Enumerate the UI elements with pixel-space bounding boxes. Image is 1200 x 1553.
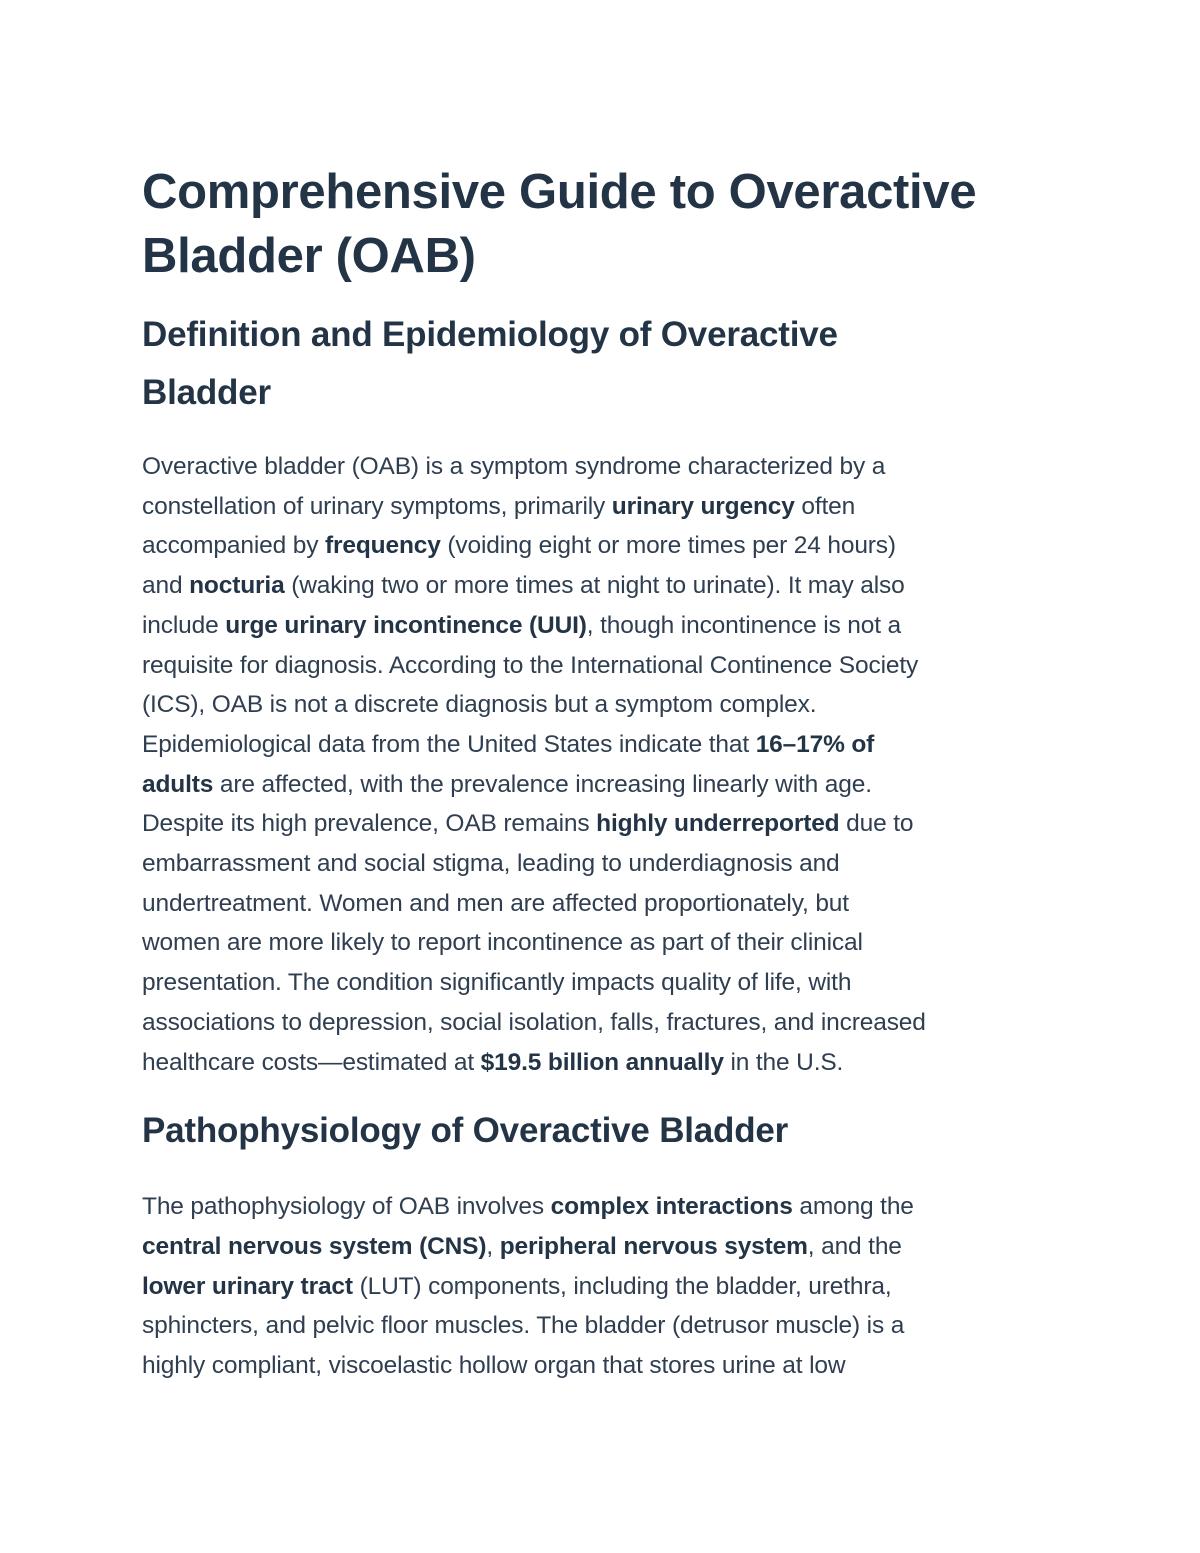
paragraph-line [142, 447, 1052, 487]
text-run: sphincters, and pelvic floor muscles. The bladder (detrusor muscle) is a [142, 1312, 905, 1340]
bold-text: central nervous system (CNS) [142, 1232, 487, 1260]
text-run: (ICS), OAB is not a discrete diagnosis but a symptom complex. [142, 691, 817, 719]
section-heading-line: Definition and Epidemiology of Overactive [142, 315, 838, 354]
paragraph-pathophysiology [142, 1187, 1052, 1386]
section-heading-pathophysiology [142, 1102, 1052, 1160]
paragraph-line [142, 606, 1052, 646]
bold-text: urge urinary incontinence (UUI) [225, 611, 587, 639]
bold-text: complex interactions [550, 1193, 793, 1221]
text-run: highly compliant, viscoelastic hollow organ that stores urine at low [142, 1352, 846, 1380]
bold-text: peripheral nervous system [499, 1232, 808, 1260]
paragraph-line [142, 844, 1052, 884]
paragraph-line [142, 884, 1052, 924]
paragraph-line [142, 1267, 1052, 1307]
paragraph-line [142, 963, 1052, 1003]
paragraph-line [142, 923, 1052, 963]
text-run: Overactive bladder (OAB) is a symptom syndrome characterized by a [142, 453, 886, 480]
paragraph-line [142, 566, 1052, 606]
section-heading-line: Bladder [142, 373, 271, 412]
text-run: include [142, 611, 226, 639]
paragraph-line [142, 646, 1052, 686]
document-title [142, 160, 1052, 288]
text-run: and [142, 572, 190, 600]
paragraph-line [142, 685, 1052, 725]
text-run: undertreatment. Women and men are affected proportionately, but [142, 889, 849, 917]
paragraph-line [142, 1187, 1052, 1227]
bold-text: $19.5 billion annually [480, 1048, 724, 1076]
text-run: constellation of urinary symptoms, primarily [142, 492, 612, 520]
section-heading-definition [142, 306, 1052, 422]
text-run: due to [839, 810, 914, 838]
text-run: women are more likely to report incontinence as part of their clinical [142, 929, 863, 957]
text-run: in the U.S. [723, 1048, 844, 1076]
bold-text: highly underreported [596, 810, 840, 838]
text-run: The pathophysiology of OAB involves [142, 1193, 551, 1221]
paragraph-line [142, 1043, 1052, 1083]
document-title-line: Bladder (OAB) [142, 229, 476, 283]
text-run: (LUT) components, including the bladder, urethra, [352, 1272, 892, 1300]
text-run: (waking two or more times at night to urinate). It may also [284, 572, 905, 600]
section-heading-line: Pathophysiology of Overactive Bladder [142, 1111, 789, 1151]
text-run: accompanied by [142, 532, 325, 560]
paragraph-line [142, 725, 1052, 765]
bold-text: adults [142, 770, 214, 798]
text-run: Despite its high prevalence, OAB remains [142, 810, 597, 838]
paragraph-line [142, 1227, 1052, 1267]
text-run: healthcare costs—estimated at [142, 1048, 481, 1076]
bold-text: urinary urgency [611, 492, 795, 520]
text-run: often [794, 492, 856, 520]
text-run: are affected, with the prevalence increasing linearly with age. [213, 770, 872, 798]
text-run: , though incontinence is not a [586, 611, 902, 639]
document-page [142, 160, 1052, 1386]
text-run: Epidemiological data from the United States indicate that [142, 730, 756, 758]
text-run: embarrassment and social stigma, leading to underdiagnosis and [142, 850, 840, 878]
text-run: requisite for diagnosis. According to the International Continence Society [142, 651, 919, 679]
text-run: , and the [807, 1232, 902, 1260]
paragraph-line [142, 765, 1052, 805]
bold-text: lower urinary tract [142, 1272, 353, 1300]
paragraph-line [142, 1346, 1052, 1386]
paragraph-line [142, 1306, 1052, 1346]
bold-text: 16–17% of [755, 730, 875, 758]
text-run: associations to depression, social isolation, falls, fractures, and increased [142, 1008, 926, 1036]
paragraph-line [142, 1003, 1052, 1043]
paragraph-line [142, 804, 1052, 844]
text-run: among the [792, 1193, 914, 1221]
paragraph-definition [142, 447, 1052, 1082]
paragraph-line [142, 526, 1052, 566]
text-run: presentation. The condition significantly impacts quality of life, with [142, 969, 852, 997]
paragraph-line [142, 487, 1052, 527]
bold-text: frequency [324, 532, 441, 560]
bold-text: nocturia [189, 572, 285, 600]
document-title-line: Comprehensive Guide to Overactive [142, 165, 977, 219]
text-run: , [486, 1232, 500, 1260]
text-run: (voiding eight or more times per 24 hours) [440, 532, 896, 560]
